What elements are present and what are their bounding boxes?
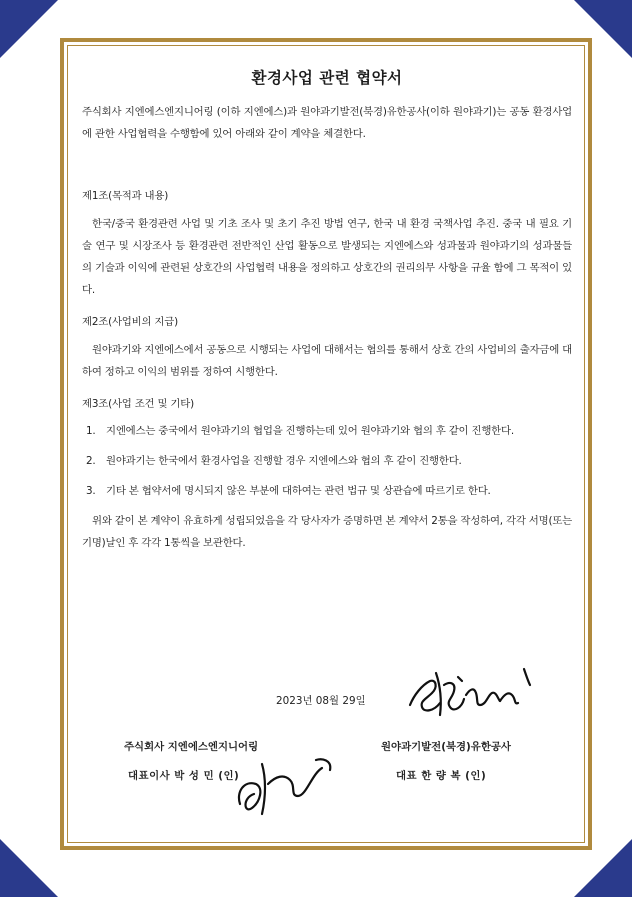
document-title: 환경사업 관련 협약서 — [251, 69, 403, 87]
list-item-text: 원야과기는 한국에서 환경사업을 진행할 경우 지엔에스와 협의 후 같이 진행한다. — [106, 455, 462, 467]
article-2-body: 원야과기와 지엔에스에서 공동으로 시행되는 사업에 대해서는 협의를 통해서 상호 간의 사업비의 출자금에 대하여 정하고 이익의 범위를 정하여 시행한다. — [82, 344, 572, 378]
document-body — [82, 55, 572, 554]
intro-paragraph: 주식회사 지엔에스엔지니어링 (이하 지엔에스)과 원야과기발전(북경)유한공사(이하 원야과기)는 공동 환경사업에 관한 사업협력을 수행함에 있어 아래와 같이 계약을 체결한다. — [82, 106, 572, 140]
article-3-heading: 제3조(사업 조건 및 기타) — [82, 398, 194, 410]
party-left-representative: 대표이사 박 성 민 (인) — [128, 770, 240, 782]
list-item-number: 2. — [86, 455, 96, 467]
list-item — [82, 420, 572, 442]
contract-date: 2023년 08월 29일 — [276, 695, 366, 707]
article-3-list — [82, 420, 572, 502]
party-right-company: 원야과기발전(북경)유한공사 — [381, 741, 511, 753]
party-right-representative: 대표 한 량 복 (인) — [396, 770, 487, 782]
article-2-heading: 제2조(사업비의 지급) — [82, 316, 178, 328]
corner-decoration-bottom-left — [0, 839, 58, 897]
signature-left-icon — [232, 744, 342, 824]
article-1-heading: 제1조(목적과 내용) — [82, 190, 169, 202]
list-item-text: 지엔에스는 중국에서 원야과기의 협업을 진행하는데 있어 원야과기와 협의 후 같이 진행한다. — [106, 425, 514, 437]
list-item — [82, 480, 572, 502]
closing-paragraph: 위와 같이 본 계약이 유효하게 성립되었음을 각 당사자가 증명하면 본 계약서 2통을 작성하여, 각각 서명(또는 기명)날인 후 각각 1통씩을 보관한다. — [82, 515, 572, 549]
list-item — [82, 450, 572, 472]
party-left-company: 주식회사 지엔에스엔지니어링 — [124, 741, 259, 753]
list-item-text: 기타 본 협약서에 명시되지 않은 부분에 대하여는 관련 법규 및 상관습에 따르기로 한다. — [106, 485, 491, 497]
corner-decoration-top-left — [0, 0, 58, 58]
article-1-body: 한국/중국 환경관련 사업 및 기초 조사 및 초기 추진 방법 연구, 한국 내 환경 국책사업 추진. 중국 내 필요 기술 연구 및 시장조사 등 환경관련 전반적인 산업 활동으로 발생되는 지엔에스와 성과물과 원야과기의 성과물들의 기술과 이익에 관련된 상호간의 사업협력 내용을 정의하고 상호간의 권리의무 사항을 규율 함에 그 목적이 있다. — [82, 218, 572, 296]
list-item-number: 3. — [86, 485, 96, 497]
signature-right-icon — [400, 655, 560, 725]
list-item-number: 1. — [86, 425, 96, 437]
